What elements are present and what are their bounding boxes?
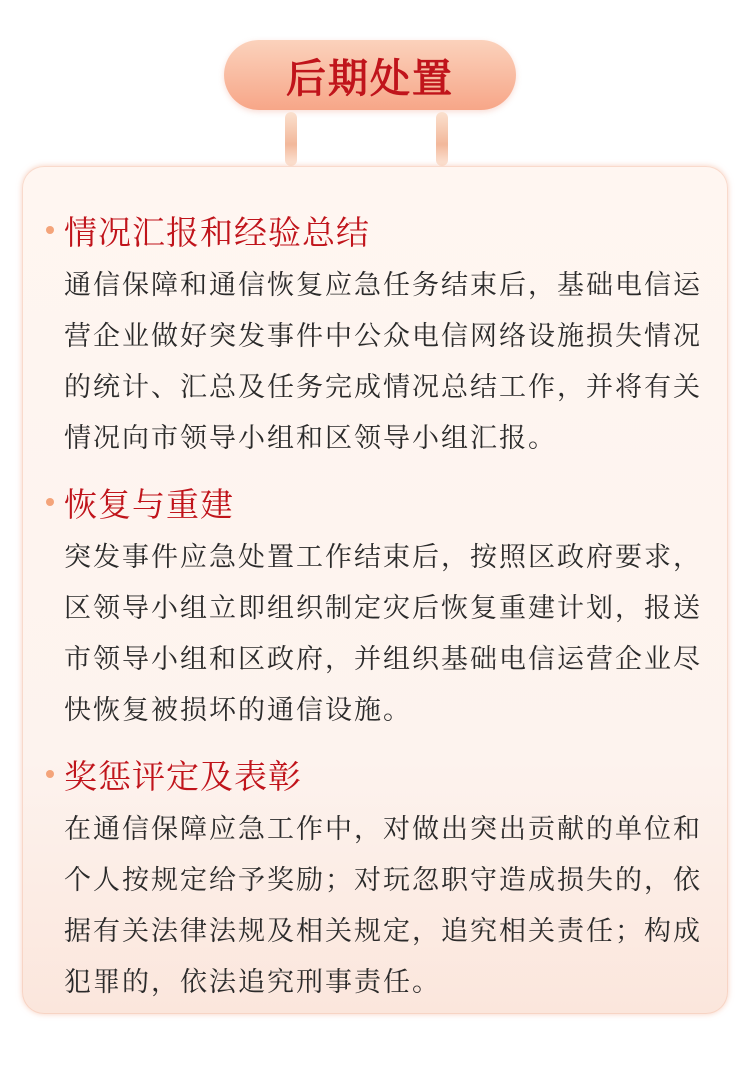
section-rewards-penalties (46, 752, 714, 1008)
bullet-dot-icon (46, 770, 54, 778)
hanger-rod-right (436, 112, 448, 166)
section-header (46, 480, 714, 524)
page-title: 后期处置 (286, 55, 454, 102)
section-header (46, 752, 714, 796)
section-title: 情况汇报和经验总结 (64, 212, 370, 252)
section-body: 在通信保障应急工作中，对做出突出贡献的单位和个人按规定给予奖励；对玩忽职守造成损失的，依据有关法律法规及相关规定，追究相关责任；构成犯罪的，依法追究刑事责任。 (64, 814, 702, 998)
title-banner (224, 40, 516, 110)
bullet-dot-icon (46, 226, 54, 234)
section-body: 突发事件应急处置工作结束后，按照区政府要求，区领导小组立即组织制定灾后恢复重建计划，报送市领导小组和区政府，并组织基础电信运营企业尽快恢复被损坏的通信设施。 (64, 542, 702, 726)
bullet-dot-icon (46, 498, 54, 506)
section-title: 恢复与重建 (64, 484, 234, 524)
section-body: 通信保障和通信恢复应急任务结束后，基础电信运营企业做好突发事件中公众电信网络设施损失情况的统计、汇总及任务完成情况总结工作，并将有关情况向市领导小组和区领导小组汇报。 (64, 270, 702, 454)
section-recovery-rebuild (46, 480, 714, 736)
hanger-rod-left (285, 112, 297, 166)
section-title: 奖惩评定及表彰 (64, 756, 302, 796)
section-header (46, 208, 714, 252)
section-report-summary (46, 208, 714, 464)
